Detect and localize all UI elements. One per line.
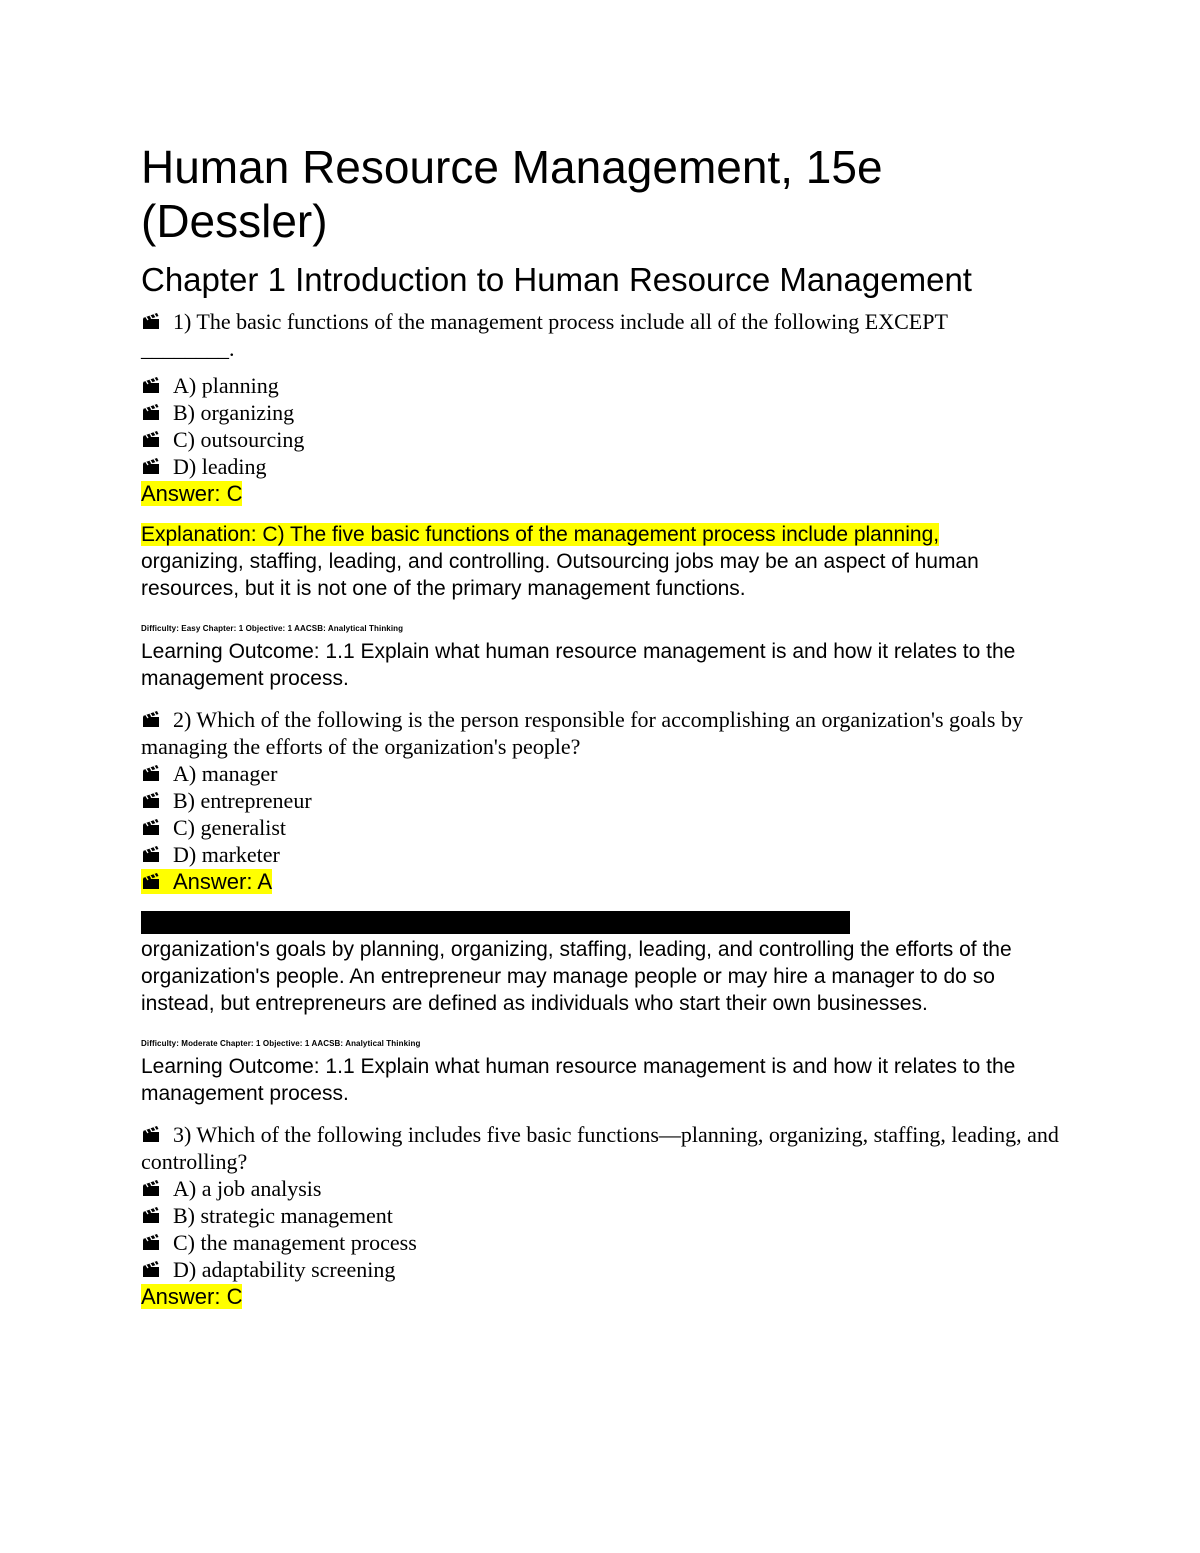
- option-b: B) entrepreneur: [141, 787, 1071, 814]
- option-b: B) strategic management: [141, 1202, 1071, 1229]
- difficulty-meta: Difficulty: Moderate Chapter: 1 Objective: 1 AACSB: Analytical Thinking: [141, 1039, 421, 1048]
- question-blank: ________.: [141, 336, 235, 361]
- clapperboard-icon: [141, 403, 161, 421]
- clapperboard-icon: [141, 1260, 161, 1278]
- clapperboard-icon: [141, 376, 161, 394]
- question-stem: 2) Which of the following is the person responsible for accomplishing an organization's goals by managing the efforts of the organization's people?: [141, 707, 1023, 759]
- clapperboard-icon: [141, 764, 161, 782]
- option-d: D) leading: [141, 453, 1071, 480]
- option-a: A) manager: [141, 760, 1071, 787]
- option-a: A) a job analysis: [141, 1175, 1071, 1202]
- question-2: [141, 706, 1071, 1107]
- title-line-1: Human Resource Management, 15e: [141, 141, 883, 193]
- option-d: D) marketer: [141, 841, 1071, 868]
- clapperboard-icon: [141, 457, 161, 475]
- redacted-explanation: Explanation: A) The manager is the person responsible for accomplishing an: [141, 911, 851, 934]
- question-1: [141, 308, 1071, 692]
- clapperboard-icon: [141, 845, 161, 863]
- question-stem: 3) Which of the following includes five basic functions—planning, organizing, staffing, leading, and controlling?: [141, 1122, 1059, 1174]
- clapperboard-icon: [141, 1206, 161, 1224]
- answer: Answer: C: [141, 1284, 243, 1309]
- option-d: D) adaptability screening: [141, 1256, 1071, 1283]
- option-a: A) planning: [141, 372, 1071, 399]
- answer: Answer: A: [141, 868, 1071, 895]
- explanation: Explanation: C) The five basic functions of the management process include planning, organizing, staffing, leading, and controlling. Outsourcing jobs may be an aspect of human resources, but it is not one of the primary management functions.: [141, 523, 979, 600]
- clapperboard-icon: [141, 791, 161, 809]
- question-stem: 1) The basic functions of the management process include all of the following EXCEPT: [141, 308, 1071, 335]
- document-page: [141, 140, 1071, 1310]
- learning-outcome: Learning Outcome: 1.1 Explain what human resource management is and how it relates to the management process.: [141, 1055, 1016, 1105]
- answer: Answer: C: [141, 481, 243, 506]
- clapperboard-icon: [141, 872, 161, 890]
- option-b: B) organizing: [141, 399, 1071, 426]
- option-c: C) generalist: [141, 814, 1071, 841]
- option-c: C) the management process: [141, 1229, 1071, 1256]
- question-3: [141, 1121, 1071, 1310]
- chapter-heading: Chapter 1 Introduction to Human Resource Management: [141, 261, 972, 298]
- clapperboard-icon: [141, 1179, 161, 1197]
- clapperboard-icon: [141, 710, 161, 728]
- clapperboard-icon: [141, 1125, 161, 1143]
- clapperboard-icon: [141, 818, 161, 836]
- difficulty-meta: Difficulty: Easy Chapter: 1 Objective: 1 AACSB: Analytical Thinking: [141, 624, 404, 633]
- clapperboard-icon: [141, 430, 161, 448]
- document-title: [141, 140, 1071, 248]
- title-line-2: (Dessler): [141, 195, 328, 247]
- option-c: C) outsourcing: [141, 426, 1071, 453]
- learning-outcome: Learning Outcome: 1.1 Explain what human resource management is and how it relates to the management process.: [141, 640, 1016, 690]
- explanation: Explanation: A) The manager is the person responsible for accomplishing an organization's goals by planning, organizing, staffing, leading, and controlling the efforts of the organization's people. An entrepreneur may manage people or may hire a manager to do so instead, but entrepreneurs are defined as individuals who start their own businesses.: [141, 911, 1012, 1015]
- clapperboard-icon: [141, 1233, 161, 1251]
- clapperboard-icon: [141, 312, 161, 330]
